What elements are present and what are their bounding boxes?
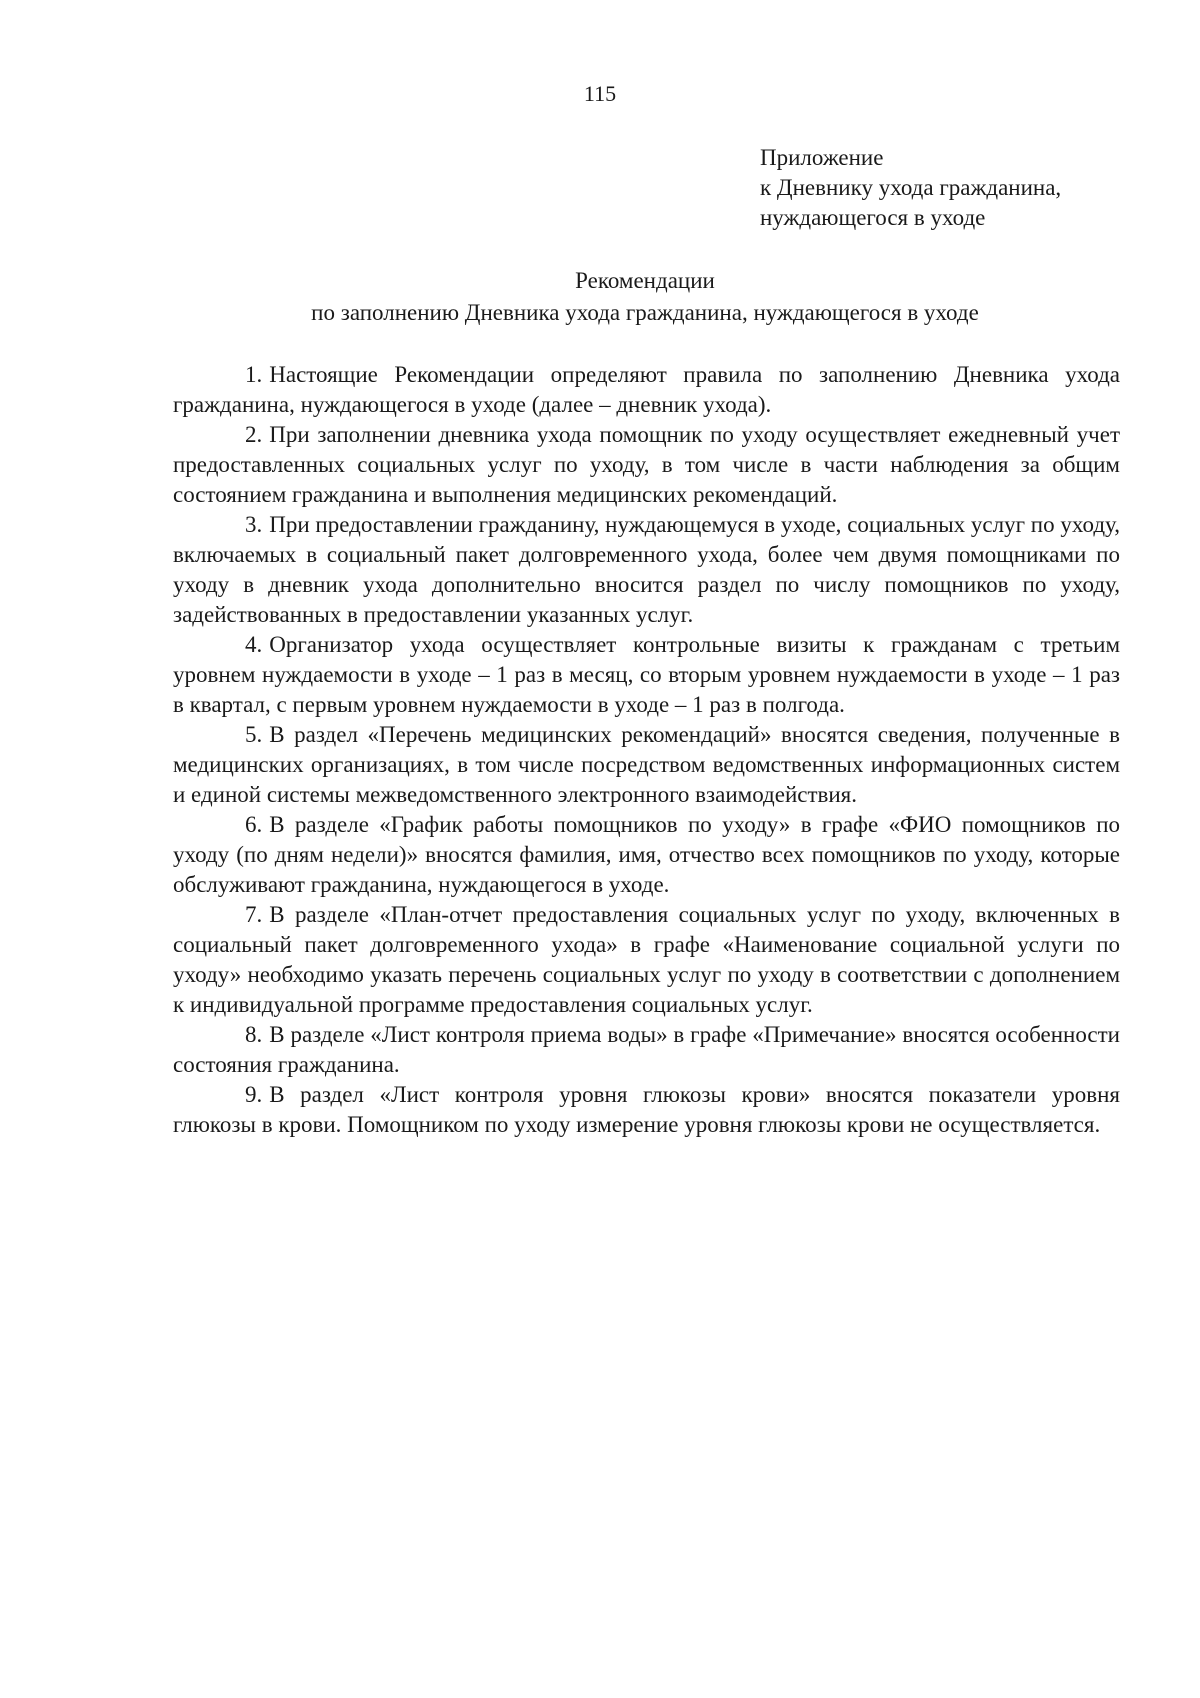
paragraph-number: 3. [245, 512, 263, 537]
paragraph-number: 9. [245, 1082, 263, 1107]
appendix-header [760, 143, 1140, 233]
paragraph-text: Настоящие Рекомендации определяют правила по заполнению Дневника ухода гражданина, нуждающегося в уходе (далее – дневник ухода). [173, 362, 1120, 417]
paragraph-text: При предоставлении гражданину, нуждающемуся в уходе, социальных услуг по уходу, включаемых в социальный пакет долговременного ухода, более чем двумя помощниками по уходу в дневник ухода дополнительно вносится раздел по числу помощников по уходу, задействованных в предоставлении указанных услуг. [173, 512, 1120, 627]
document-title [170, 265, 1120, 329]
appendix-line: к Дневнику ухода гражданина, [760, 175, 1062, 200]
paragraph-4 [173, 630, 1120, 720]
paragraph-5 [173, 720, 1120, 810]
paragraph-text: В раздел «Перечень медицинских рекомендаций» вносятся сведения, полученные в медицинских организациях, в том числе посредством ведомственных информационных систем и единой системы межведомственного электронного взаимодействия. [173, 722, 1120, 807]
paragraph-text: Организатор ухода осуществляет контрольные визиты к гражданам с третьим уровнем нуждаемости в уходе – 1 раз в месяц, со вторым уровнем нуждаемости в уходе – 1 раз в квартал, с первым уровнем нуждаемости в уходе – 1 раз в полгода. [173, 632, 1120, 717]
paragraph-number: 8. [245, 1022, 263, 1047]
title-subline: по заполнению Дневника ухода гражданина, нуждающегося в уходе [311, 300, 979, 325]
paragraph-number: 5. [245, 722, 263, 747]
paragraph-8 [173, 1020, 1120, 1080]
document-body [173, 360, 1120, 1140]
paragraph-6 [173, 810, 1120, 900]
paragraph-9 [173, 1080, 1120, 1140]
paragraph-text: При заполнении дневника ухода помощник по уходу осуществляет ежедневный учет предоставленных социальных услуг по уходу, в том числе в части наблюдения за общим состоянием гражданина и выполнения медицинских рекомендаций. [173, 422, 1120, 507]
paragraph-number: 7. [245, 902, 263, 927]
paragraph-text: В разделе «Лист контроля приема воды» в графе «Примечание» вносятся особенности состояния гражданина. [173, 1022, 1120, 1077]
paragraph-text: В разделе «План-отчет предоставления социальных услуг по уходу, включенных в социальный пакет долговременного ухода» в графе «Наименование социальной услуги по уходу» необходимо указать перечень социальных услуг по уходу в соответствии с дополнением к индивидуальной программе предоставления социальных услуг. [173, 902, 1120, 1017]
title-line: Рекомендации [575, 268, 715, 293]
paragraph-number: 6. [245, 812, 263, 837]
paragraph-2 [173, 420, 1120, 510]
paragraph-text: В разделе «График работы помощников по уходу» в графе «ФИО помощников по уходу (по дням недели)» вносятся фамилия, имя, отчество всех помощников по уходу, которые обслуживают гражданина, нуждающегося в уходе. [173, 812, 1120, 897]
paragraph-7 [173, 900, 1120, 1020]
paragraph-number: 2. [245, 422, 263, 447]
paragraph-number: 4. [245, 632, 263, 657]
paragraph-text: В раздел «Лист контроля уровня глюкозы крови» вносятся показатели уровня глюкозы в крови. Помощником по уходу измерение уровня глюкозы крови не осуществляется. [173, 1082, 1120, 1137]
appendix-line: нуждающегося в уходе [760, 205, 986, 230]
page-number: 115 [583, 81, 617, 106]
paragraph-number: 1. [245, 362, 263, 387]
paragraph-3 [173, 510, 1120, 630]
paragraph-1 [173, 360, 1120, 420]
appendix-line: Приложение [760, 145, 884, 170]
